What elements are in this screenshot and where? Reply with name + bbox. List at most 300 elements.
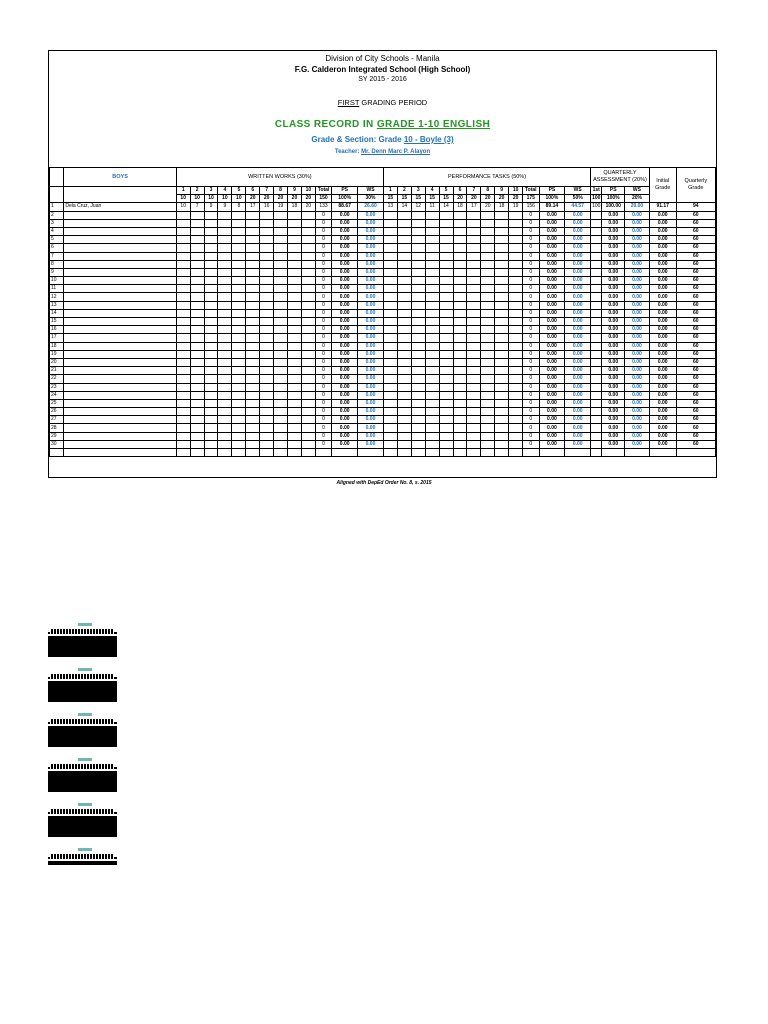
ww-total: 0 xyxy=(315,383,331,391)
page-thumbnail[interactable] xyxy=(48,665,117,702)
ww-score xyxy=(204,227,218,235)
pt-score xyxy=(439,252,453,260)
blank-cell xyxy=(204,449,218,457)
page-thumbnail[interactable] xyxy=(48,620,117,657)
pt-max-score: 15 xyxy=(383,195,397,203)
pt-ps: 0.00 xyxy=(539,236,565,244)
qa-ps: 0.00 xyxy=(602,301,625,309)
pt-max-score: 15 xyxy=(411,195,425,203)
pt-ws: 0.00 xyxy=(565,318,591,326)
ww-score xyxy=(288,236,302,244)
pt-score xyxy=(481,285,495,293)
initial-grade: 0.00 xyxy=(649,301,676,309)
ww-max-score: 10 xyxy=(232,195,246,203)
ww-score xyxy=(274,399,288,407)
ww-score xyxy=(204,383,218,391)
row-number: 22 xyxy=(50,375,64,383)
ww-score xyxy=(260,375,274,383)
pt-score xyxy=(439,342,453,350)
quarterly-grade: 60 xyxy=(676,268,715,276)
pt-score xyxy=(439,277,453,285)
ww-total: 0 xyxy=(315,350,331,358)
pt-score xyxy=(397,399,411,407)
qa-score xyxy=(591,399,602,407)
pt-score xyxy=(425,334,439,342)
pt-ws: 0.00 xyxy=(565,375,591,383)
pt-score xyxy=(397,424,411,432)
quarterly-grade: 60 xyxy=(676,318,715,326)
ww-score xyxy=(176,342,190,350)
pt-score xyxy=(453,383,467,391)
qa-score xyxy=(591,244,602,252)
ww-total: 0 xyxy=(315,375,331,383)
qa-ps: 0.00 xyxy=(602,358,625,366)
student-name xyxy=(64,416,176,424)
pt-score xyxy=(509,440,523,448)
page-thumbnail[interactable] xyxy=(48,845,117,865)
ww-score xyxy=(301,260,315,268)
pt-score xyxy=(397,367,411,375)
pt-score xyxy=(397,334,411,342)
ww-score xyxy=(288,227,302,235)
ww-score xyxy=(232,358,246,366)
pt-score xyxy=(425,358,439,366)
student-name xyxy=(64,309,176,317)
grading-period-label: GRADING PERIOD xyxy=(359,98,428,107)
pt-ps: 0.00 xyxy=(539,285,565,293)
qa-score xyxy=(591,383,602,391)
pt-score xyxy=(495,227,509,235)
ww-score xyxy=(204,375,218,383)
ww-score xyxy=(176,432,190,440)
ww-score xyxy=(301,440,315,448)
ww-ps: 0.00 xyxy=(332,244,358,252)
quarterly-grade: 60 xyxy=(676,358,715,366)
pt-score xyxy=(453,424,467,432)
initial-grade: 0.00 xyxy=(649,227,676,235)
ww-total: 0 xyxy=(315,440,331,448)
pt-score xyxy=(495,367,509,375)
ww-score xyxy=(190,301,204,309)
ww-score xyxy=(218,301,232,309)
pt-ws: 0.00 xyxy=(565,383,591,391)
thumbnail-logo-icon xyxy=(78,803,92,806)
pt-score xyxy=(439,432,453,440)
initial-grade: 0.00 xyxy=(649,424,676,432)
ww-score xyxy=(301,334,315,342)
pt-score xyxy=(397,350,411,358)
ww-total: 0 xyxy=(315,293,331,301)
qa-ws: 0.00 xyxy=(625,227,650,235)
ww-max-score: 20 xyxy=(260,195,274,203)
ww-ps: 0.00 xyxy=(332,227,358,235)
ww-score xyxy=(190,268,204,276)
pt-ps: 0.00 xyxy=(539,326,565,334)
qa-score xyxy=(591,293,602,301)
pt-ps: 0.00 xyxy=(539,301,565,309)
pt-max-score: 15 xyxy=(425,195,439,203)
ww-score xyxy=(190,252,204,260)
ww-score xyxy=(176,211,190,219)
ww-score xyxy=(204,309,218,317)
ww-score xyxy=(232,326,246,334)
pt-score xyxy=(481,211,495,219)
ww-score xyxy=(232,375,246,383)
pt-score xyxy=(397,211,411,219)
qa-score xyxy=(591,367,602,375)
ww-score xyxy=(274,293,288,301)
student-name xyxy=(64,391,176,399)
ww-score xyxy=(232,424,246,432)
ww-ws: 0.00 xyxy=(358,375,384,383)
ww-ps: 0.00 xyxy=(332,367,358,375)
pt-ws: 0.00 xyxy=(565,277,591,285)
qa-ps: 0.00 xyxy=(602,375,625,383)
pt-score xyxy=(495,277,509,285)
pt-score xyxy=(397,383,411,391)
pt-total: 0 xyxy=(523,268,539,276)
pt-score xyxy=(425,219,439,227)
qa-score: 100 xyxy=(592,203,601,210)
qa-ps: 0.00 xyxy=(602,211,625,219)
ww-score xyxy=(176,350,190,358)
row-number-header xyxy=(50,168,64,187)
row-number: 27 xyxy=(50,416,64,424)
ww-score xyxy=(218,440,232,448)
student-name xyxy=(64,424,176,432)
ww-score xyxy=(218,227,232,235)
pt-score xyxy=(397,236,411,244)
qa-score xyxy=(591,408,602,416)
ww-ws: 0.00 xyxy=(358,342,384,350)
pt-score xyxy=(411,309,425,317)
pt-score xyxy=(481,326,495,334)
pt-score xyxy=(439,383,453,391)
pt-ws: 0.00 xyxy=(565,350,591,358)
ww-total: 0 xyxy=(315,326,331,334)
pt-ws: 0.00 xyxy=(565,211,591,219)
quarterly-grade: 60 xyxy=(676,375,715,383)
ww-score xyxy=(260,260,274,268)
ww-ps: 0.00 xyxy=(332,342,358,350)
table-row xyxy=(50,342,716,350)
ww-score xyxy=(176,408,190,416)
thumbnail-logo-icon xyxy=(78,668,92,671)
pt-total: 0 xyxy=(523,293,539,301)
ww-score xyxy=(204,432,218,440)
ww-score xyxy=(274,424,288,432)
ww-score xyxy=(190,383,204,391)
pt-ps: 0.00 xyxy=(539,268,565,276)
qa-col-header: 1st xyxy=(591,187,602,195)
ww-max-score: 10 xyxy=(204,195,218,203)
blank-cell xyxy=(190,449,204,457)
pt-score xyxy=(383,375,397,383)
ww-ws: 0.00 xyxy=(358,391,384,399)
qa-ps: 0.00 xyxy=(602,350,625,358)
ww-score xyxy=(274,350,288,358)
ww-ps: 0.00 xyxy=(332,211,358,219)
pt-score xyxy=(383,416,397,424)
ww-score xyxy=(176,367,190,375)
pt-score xyxy=(411,391,425,399)
pt-score xyxy=(411,268,425,276)
ww-score xyxy=(232,416,246,424)
page-thumbnail[interactable] xyxy=(48,800,117,837)
ww-score xyxy=(288,326,302,334)
blank-cell xyxy=(425,449,439,457)
ww-score xyxy=(246,408,260,416)
ww-score xyxy=(232,277,246,285)
ww-score xyxy=(190,367,204,375)
qa-score xyxy=(591,211,602,219)
ww-ps: 0.00 xyxy=(332,260,358,268)
pt-score xyxy=(383,408,397,416)
pt-col-header: 4 xyxy=(425,187,439,195)
ww-score xyxy=(288,301,302,309)
pt-score xyxy=(383,252,397,260)
pt-score xyxy=(425,236,439,244)
class-record-subject: GRADE 1-10 ENGLISH xyxy=(376,119,491,130)
pt-score xyxy=(397,375,411,383)
pt-total: 0 xyxy=(523,375,539,383)
pt-ws: 0.00 xyxy=(565,326,591,334)
ww-score xyxy=(288,391,302,399)
ww-score xyxy=(260,399,274,407)
ww-score xyxy=(288,244,302,252)
pt-score xyxy=(397,301,411,309)
ww-total: 0 xyxy=(315,219,331,227)
pt-score xyxy=(481,399,495,407)
pt-score xyxy=(467,424,481,432)
pt-score xyxy=(467,342,481,350)
pt-score xyxy=(481,416,495,424)
row-number: 8 xyxy=(50,260,64,268)
pt-score xyxy=(383,219,397,227)
ww-ps: 0.00 xyxy=(332,334,358,342)
ww-col-header: WS xyxy=(358,187,384,195)
pt-score xyxy=(383,285,397,293)
ww-score xyxy=(288,219,302,227)
ww-max-score: 20 xyxy=(288,195,302,203)
pt-score xyxy=(383,227,397,235)
ww-total: 0 xyxy=(315,252,331,260)
ww-score xyxy=(176,285,190,293)
thumbnail-logo-icon xyxy=(78,848,92,851)
ww-ps: 0.00 xyxy=(332,293,358,301)
student-name xyxy=(64,440,176,448)
pt-score xyxy=(453,358,467,366)
qa-ps: 0.00 xyxy=(602,244,625,252)
ww-score xyxy=(176,309,190,317)
pt-score xyxy=(509,244,523,252)
ww-score xyxy=(190,424,204,432)
ww-ps: 0.00 xyxy=(332,358,358,366)
pt-score: 11 xyxy=(425,203,439,211)
name-subheader xyxy=(64,187,176,203)
blank-cell xyxy=(625,449,650,457)
ww-score xyxy=(246,342,260,350)
pt-score xyxy=(397,326,411,334)
qa-ps: 0.00 xyxy=(602,424,625,432)
ww-score xyxy=(246,301,260,309)
pt-score xyxy=(467,350,481,358)
ww-score xyxy=(260,285,274,293)
pt-score xyxy=(495,326,509,334)
table-row xyxy=(50,334,716,342)
ww-score xyxy=(204,301,218,309)
pt-score xyxy=(495,236,509,244)
pt-score xyxy=(411,408,425,416)
pt-score xyxy=(509,318,523,326)
ww-score xyxy=(301,408,315,416)
ww-score xyxy=(204,408,218,416)
pt-score xyxy=(383,358,397,366)
pt-score xyxy=(411,293,425,301)
pt-score xyxy=(411,424,425,432)
pt-score: 13 xyxy=(383,203,397,211)
pt-total: 0 xyxy=(523,318,539,326)
grading-period xyxy=(49,98,716,107)
quarterly-grade: 60 xyxy=(676,424,715,432)
pt-score xyxy=(383,277,397,285)
table-row xyxy=(50,383,716,391)
ww-total: 0 xyxy=(315,309,331,317)
pt-score xyxy=(509,301,523,309)
pt-score xyxy=(397,391,411,399)
pt-score xyxy=(467,236,481,244)
ww-score xyxy=(274,432,288,440)
pt-ws: 0.00 xyxy=(565,309,591,317)
ww-score xyxy=(218,334,232,342)
pt-score xyxy=(425,432,439,440)
qa-ws: 0.00 xyxy=(625,334,650,342)
ww-score xyxy=(274,391,288,399)
qa-ps: 0.00 xyxy=(602,383,625,391)
qa-score xyxy=(591,268,602,276)
pt-score xyxy=(495,260,509,268)
ww-score xyxy=(218,285,232,293)
ww-score xyxy=(246,252,260,260)
row-number: 7 xyxy=(50,252,64,260)
blank-cell xyxy=(64,449,176,457)
qa-ws: 0.00 xyxy=(625,399,650,407)
ww-ps: 88.67 xyxy=(332,203,358,211)
ww-score xyxy=(274,342,288,350)
qa-ws: 0.00 xyxy=(625,309,650,317)
qa-score xyxy=(591,309,602,317)
ww-score xyxy=(176,440,190,448)
initial-grade: 0.00 xyxy=(649,244,676,252)
pt-score xyxy=(467,408,481,416)
pt-score xyxy=(495,358,509,366)
pt-score xyxy=(495,408,509,416)
qa-ws: 0.00 xyxy=(625,211,650,219)
ww-score xyxy=(176,219,190,227)
ww-score xyxy=(246,440,260,448)
pt-score xyxy=(411,350,425,358)
ww-score xyxy=(218,375,232,383)
pt-score xyxy=(453,350,467,358)
pt-score xyxy=(509,342,523,350)
pt-score xyxy=(467,375,481,383)
table-row xyxy=(50,391,716,399)
ww-score xyxy=(301,227,315,235)
pt-score xyxy=(425,260,439,268)
pt-score xyxy=(481,375,495,383)
pt-score xyxy=(467,285,481,293)
qa-score xyxy=(591,227,602,235)
ww-score xyxy=(260,219,274,227)
ww-ps: 0.00 xyxy=(332,252,358,260)
blank-cell xyxy=(332,449,358,457)
ww-score xyxy=(232,227,246,235)
ww-score xyxy=(190,244,204,252)
page-thumbnail[interactable] xyxy=(48,710,117,747)
quarterly-grade: 60 xyxy=(676,293,715,301)
ww-score xyxy=(176,318,190,326)
pt-score xyxy=(509,268,523,276)
pt-score xyxy=(453,375,467,383)
pt-total: 0 xyxy=(523,309,539,317)
initial-grade: 0.00 xyxy=(649,416,676,424)
ww-ws: 0.00 xyxy=(358,268,384,276)
qa-score xyxy=(591,391,602,399)
pt-score xyxy=(425,367,439,375)
initial-grade: 0.00 xyxy=(649,383,676,391)
pt-score xyxy=(481,252,495,260)
ww-score xyxy=(204,350,218,358)
pt-total: 0 xyxy=(523,277,539,285)
ww-ws: 0.00 xyxy=(358,277,384,285)
ww-score xyxy=(260,244,274,252)
pt-ps: 0.00 xyxy=(539,309,565,317)
ww-score xyxy=(246,309,260,317)
pt-total: 0 xyxy=(523,260,539,268)
qa-ws: 0.00 xyxy=(625,236,650,244)
pt-ws: 0.00 xyxy=(565,236,591,244)
pt-score xyxy=(439,236,453,244)
pt-score xyxy=(383,268,397,276)
ww-score xyxy=(190,350,204,358)
ww-score xyxy=(274,416,288,424)
ww-score xyxy=(288,318,302,326)
qa-col-header: PS xyxy=(602,187,625,195)
ww-score xyxy=(246,326,260,334)
ww-score xyxy=(204,211,218,219)
blank-cell xyxy=(176,449,190,457)
pt-score xyxy=(467,227,481,235)
ww-score xyxy=(218,318,232,326)
qa-ps: 0.00 xyxy=(602,260,625,268)
ww-score xyxy=(274,244,288,252)
ww-score xyxy=(176,301,190,309)
ww-score xyxy=(274,268,288,276)
ww-score xyxy=(176,358,190,366)
ww-ws: 0.00 xyxy=(358,219,384,227)
ww-score xyxy=(232,367,246,375)
quarterly-grade: 60 xyxy=(676,244,715,252)
qa-ws: 0.00 xyxy=(625,318,650,326)
pt-ws: 0.00 xyxy=(565,252,591,260)
pt-score xyxy=(425,227,439,235)
page-thumbnail[interactable] xyxy=(48,755,117,792)
pt-col-header: 2 xyxy=(397,187,411,195)
ww-score xyxy=(288,211,302,219)
ww-score xyxy=(288,440,302,448)
pt-score xyxy=(425,391,439,399)
quarterly-grade: 60 xyxy=(676,277,715,285)
